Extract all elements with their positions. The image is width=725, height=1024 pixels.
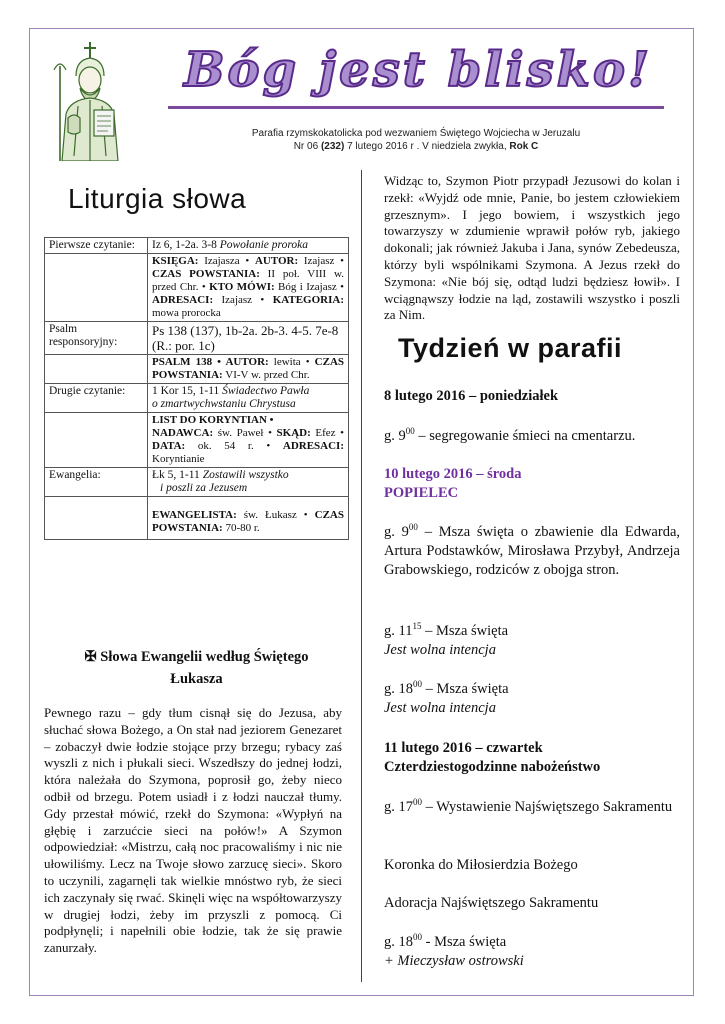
- week-title: Tydzień w parafii: [398, 333, 623, 363]
- meta-key: EWANGELISTA:: [152, 509, 237, 521]
- meta-key: LIST DO KORYNTIAN •: [152, 414, 274, 426]
- gospel-continuation: Widząc to, Szymon Piotr przypadł Jezusowi do kolan i rzekł: «Wyjdź ode mnie, Panie, bo jestem człowiekiem grzesznym». I jego bowiem, i wszystkich jego towarzyszy w zdumienie wprawił połów ryb, jakiego dokonali; jak również Jakuba i Jana, synów Zebedeusza, którzy byli wspólnikami Szymona. A Jezus rzekł do Szymona: «Nie bój się, odtąd ludzi będziesz łowił». I wciągnąwszy łodzie na ląd, zostawili wszystko i poszli za Nim.: [384, 173, 680, 323]
- gospel-heading-line: [44, 646, 349, 668]
- event-hour: g. 9: [384, 428, 406, 444]
- event-minutes: 00: [413, 679, 422, 690]
- masthead-title: [160, 28, 680, 108]
- meta-key: KATEGORIA:: [272, 294, 344, 306]
- meta-key: CZAS POWSTANIA:: [152, 509, 344, 534]
- meta-key: ADRESACI:: [152, 294, 214, 306]
- meta-value: 70-80 r.: [222, 522, 260, 534]
- meta-key: SKĄD:: [276, 427, 311, 439]
- meta-value: Izajasza •: [198, 255, 255, 267]
- reading-meta: [148, 497, 349, 540]
- event-text: – Wystawienie Najświętszego Sakramentu: [422, 799, 673, 815]
- event-hour: g. 17: [384, 799, 413, 815]
- liturgical-year: Rok C: [509, 141, 539, 152]
- reading-ref-text: Iz 6, 1-2a. 3-8: [152, 239, 220, 251]
- issue-date: 7 lutego 2016 r . V niedziela zwykła,: [344, 141, 510, 152]
- reading-theme-cont: i poszli za Jezusem: [160, 482, 248, 494]
- reading-label: Psalm responsoryjny:: [45, 322, 148, 355]
- reading-label: Drugie czytanie:: [45, 384, 148, 413]
- thursday-chaplet: Koronka do Miłosierdzia Bożego: [384, 857, 578, 873]
- mass-intention: + Mieczysław ostrowski: [384, 953, 524, 969]
- reading-theme: Zostawili wszystko: [202, 469, 289, 481]
- table-row: [45, 355, 349, 384]
- meta-value: Bóg i Izajasz •: [274, 281, 344, 293]
- table-row: [45, 322, 349, 355]
- event-text: – Msza święta o zbawienie dla Edwarda, Artura Podstawków, Mirosława Przybył, Andrzeja Grabowskiego, rodziców z obojga stron.: [384, 524, 681, 578]
- ash-wednesday-label: POPIELEC: [384, 485, 459, 501]
- monday-event: [384, 427, 680, 446]
- event-text: – Msza święta: [421, 623, 509, 639]
- meta-key: KTO MÓWI:: [209, 281, 275, 293]
- monday-heading: 8 lutego 2016 – poniedziałek: [384, 388, 559, 404]
- reading-theme: Powołanie proroka: [219, 239, 308, 251]
- reading-label: Pierwsze czytanie:: [45, 238, 148, 254]
- event-minutes: 00: [413, 932, 422, 943]
- reading-meta: [148, 355, 349, 384]
- column-divider: [361, 170, 362, 982]
- meta-key: CZAS POWSTANIA:: [152, 356, 345, 381]
- issue-line: [168, 140, 664, 153]
- saint-adalbert-illustration: [40, 36, 140, 161]
- event-text: - Msza święta: [422, 934, 507, 950]
- wednesday-mass-3: [384, 680, 680, 718]
- event-minutes: 15: [412, 621, 422, 632]
- table-row: [45, 497, 349, 540]
- meta-value: VI-V w. przed Chr.: [222, 369, 310, 381]
- meta-value: Koryntianie: [152, 453, 205, 465]
- gospel-heading-text: Słowa Ewangelii według Świętego: [96, 649, 309, 665]
- reading-ref-text: 1 Kor 15, 1-11: [152, 385, 223, 397]
- reading-meta: [148, 413, 349, 468]
- reading-ref: Ps 138 (137), 1b-2a. 2b-3. 4-5. 7e-8 (R.: por. 1c): [148, 322, 349, 355]
- table-row: [45, 413, 349, 468]
- reading-theme: Świadectwo Pawła: [222, 385, 310, 397]
- readings-table: [44, 237, 349, 540]
- meta-value: św. Łukasz •: [236, 509, 315, 521]
- parish-name: Parafia rzymskokatolicka pod wezwaniem Świętego Wojciecha w Jeruzalu: [251, 128, 581, 139]
- meta-value: Izajasz •: [298, 255, 344, 267]
- meta-key: ADRESACI:: [282, 440, 344, 452]
- table-row: [45, 384, 349, 413]
- reading-label-empty: [45, 254, 148, 322]
- wednesday-mass-2: [384, 622, 680, 660]
- event-hour: g. 9: [384, 524, 409, 540]
- meta-value: II poł. VIII w. przed Chr. •: [152, 268, 344, 293]
- reading-meta: [148, 254, 349, 322]
- meta-key: AUTOR:: [254, 255, 299, 267]
- meta-value: mowa prorocka: [152, 307, 221, 319]
- meta-key: NADAWCA:: [152, 427, 214, 439]
- thursday-heading: 11 lutego 2016 – czwartek: [384, 740, 543, 756]
- meta-key: KSIĘGA:: [152, 255, 199, 267]
- reading-ref-text: Łk 5, 1-11: [152, 469, 203, 481]
- gospel-text: Pewnego razu – gdy tłum cisnął się do Jezusa, aby słuchać słowa Bożego, a On stał nad jeziorem Genezaret – zobaczył dwie łodzie stojące przy brzegu; rybacy zaś wyszli z nich i płukali sieci. Wszedłszy do jednej łodzi, która należała do Szymona, poprosił go, żeby nieco odbił od brzegu. Potem usiadł i z łodzi nauczał tłumy. Gdy przestał mówić, rzekł do Szymona: «Wypłyń na głębię i zarzućcie sieci na połów!» A Szymon odpowiedział: «Mistrzu, całą noc pracowaliśmy i nic nie ułowiliśmy. Lecz na Twoje słowo zarzucę sieci». Skoro to uczynili, zagarnęli tak wielkie mnóstwo ryb, że sieci ich zaczynały się rwać. Skinęli więc na współtowarzyszy w drugiej łodzi, żeby im przyszli z pomocą. Ci podpłynęli; i napełnili obie łodzie, tak że się prawie zanurzały.: [44, 705, 342, 956]
- mass-intention: Jest wolna intencja: [384, 642, 496, 658]
- meta-key: DATA:: [152, 440, 186, 452]
- wednesday-heading: 10 lutego 2016 – środa: [384, 466, 522, 482]
- masthead-rule: [168, 106, 664, 109]
- table-row: [45, 254, 349, 322]
- reading-label-empty: [45, 413, 148, 468]
- gospel-heading: [44, 646, 349, 690]
- reading-ref: [148, 238, 349, 254]
- meta-value: Efez •: [310, 427, 344, 439]
- thursday-adoration: Adoracja Najświętszego Sakramentu: [384, 895, 599, 911]
- event-text: – Msza święta: [422, 681, 509, 697]
- thursday-mass: [384, 933, 680, 971]
- mass-intention: Jest wolna intencja: [384, 700, 496, 716]
- table-row: [45, 238, 349, 254]
- event-minutes: 00: [413, 797, 422, 808]
- liturgy-title: Liturgia słowa: [68, 183, 247, 214]
- gospel-heading-line2: Łukasza: [170, 671, 223, 687]
- event-minutes: 00: [408, 522, 418, 533]
- reading-label-empty: [45, 355, 148, 384]
- parish-info: [168, 127, 664, 153]
- forty-hours-label: Czterdziestogodzinne nabożeństwo: [384, 759, 601, 775]
- reading-ref: [148, 468, 349, 497]
- table-row: [45, 468, 349, 497]
- event-hour: g. 18: [384, 681, 413, 697]
- reading-label: Ewangelia:: [45, 468, 148, 497]
- meta-value: Izajasz •: [213, 294, 273, 306]
- thursday-exposition: [384, 798, 680, 817]
- event-hour: g. 18: [384, 934, 413, 950]
- meta-value: św. Paweł •: [213, 427, 277, 439]
- reading-theme-cont: o zmartwychwstaniu Chrystusa: [152, 398, 296, 410]
- meta-value: lewita •: [268, 356, 315, 368]
- issue-number: Nr 06: [293, 141, 321, 152]
- event-hour: g. 11: [384, 623, 413, 639]
- meta-key: CZAS POWSTANIA:: [152, 268, 260, 280]
- meta-key: PSALM 138 • AUTOR:: [152, 356, 269, 368]
- cross-icon: ✠: [84, 649, 97, 665]
- reading-label-empty: [45, 497, 148, 540]
- event-text: – segregowanie śmieci na cmentarzu.: [414, 428, 636, 444]
- wednesday-mass-1: [384, 523, 680, 580]
- issue-total: (232): [320, 141, 345, 152]
- meta-value: ok. 54 r. •: [185, 440, 283, 452]
- reading-ref: [148, 384, 349, 413]
- event-minutes: 00: [405, 426, 415, 437]
- masthead-title-text: Bóg jest blisko!: [183, 42, 653, 98]
